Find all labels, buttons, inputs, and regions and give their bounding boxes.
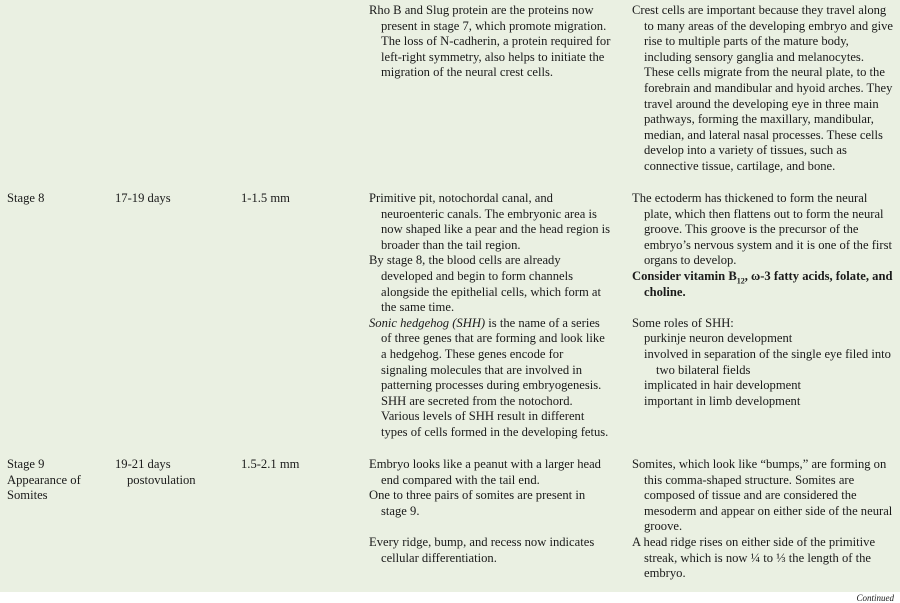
- stage8-size-value: 1-1.5 mm: [241, 191, 290, 205]
- shh-roles-list: [632, 331, 894, 409]
- stage9-size-value: 1.5-2.1 mm: [241, 457, 300, 471]
- stage9-stage: [7, 457, 107, 504]
- stage9-description: [369, 457, 611, 566]
- stage9-stage-label: Stage 9: [7, 457, 45, 471]
- stage9-age: [115, 457, 235, 488]
- stage8-description-p2: By stage 8, the blood cells are already developed and begin to form channels alongside the epithelial cells, which form at the same time.: [369, 253, 601, 315]
- stage9-description-p1: Embryo looks like a peanut with a larger head end compared with the tail end.: [369, 457, 601, 487]
- stage7-description-text: Rho B and Slug protein are the proteins now present in stage 7, which promote migration. The loss of N-cadherin, a protein required for left-right symmetry, also helps to initiate the migration of the neural crest cells.: [369, 3, 611, 80]
- stage8-size: [241, 191, 361, 207]
- stage8-notes-p1: The ectoderm has thickened to form the neural plate, which then flattens out to form the neural groove. This groove is the precursor of the embryo’s nervous system and it is one of the first organs to develop.: [632, 191, 892, 268]
- stage7-notes: [632, 3, 894, 175]
- stage9-stage-subtitle: Appearance of: [7, 472, 81, 487]
- stage8-description-p1: Primitive pit, notochordal canal, and neuroenteric canals. The embryonic area is now shaped like a pear and the head region is broader than the tail region.: [369, 191, 611, 252]
- stage7-notes-text: Crest cells are important because they travel along to many areas of the developing embryo and give rise to multiple parts of the mature body, including sensory ganglia and melanocytes. These cells migrate from the neural plate, to the forebrain and mandibular and hyoid arches. They travel around the developing eye in three main pathways, forming the maxillary, mandibular, median, and lateral nasal processes. These cells develop into a variety of tissues, such as connective tissue, cartilage, and bone.: [632, 3, 893, 173]
- stage8-stage-label: Stage 8: [7, 191, 45, 205]
- stage8-age-value: 17-19 days: [115, 191, 171, 205]
- stage9-description-p2: One to three pairs of somites are present in stage 9.: [369, 488, 586, 518]
- shh-definition: is the name of a series of three genes that are forming and look like a hedgehog. These genes encode for signaling molecules that are involved in patterning processes during embryogenesis. SHH are secreted from the notochord. Various levels of SHH result in different types of cells formed in the developing fetus.: [381, 315, 609, 439]
- stage9-notes-p2: A head ridge rises on either side of the primitive streak, which is now ¼ to ⅓ the length of the embryo.: [632, 534, 876, 581]
- shh-role-item: important in limb development: [644, 393, 801, 408]
- continued-label: Continued: [856, 593, 894, 603]
- nutrient-note-subscript: 12: [736, 276, 745, 286]
- stage8-notes: [632, 191, 894, 409]
- stage7-description: [369, 3, 611, 81]
- shh-roles-title: Some roles of SHH:: [632, 315, 734, 330]
- nutrient-note-part2: , ω-3 fatty acids, folate, and choline.: [644, 268, 893, 299]
- stage8-nutrient-note: [632, 269, 894, 300]
- stage8-age: [115, 191, 235, 207]
- stage9-age-value: 19-21 days postovulation: [115, 457, 196, 487]
- nutrient-note-part1: Consider vitamin B: [632, 268, 737, 283]
- stage8-stage: [7, 191, 107, 207]
- stage9-notes: [632, 457, 894, 582]
- shh-term: Sonic hedgehog (SHH): [369, 315, 486, 330]
- stage9-description-p3: Every ridge, bump, and recess now indicates cellular differentiation.: [369, 534, 595, 565]
- shh-role-item: implicated in hair development: [644, 378, 802, 393]
- shh-role-item: purkinje neuron development: [644, 331, 793, 346]
- stage9-stage-subtitle-cont: Somites: [7, 488, 48, 503]
- stage8-description: [369, 191, 611, 441]
- shh-role-item: involved in separation of the single eye filed into two bilateral fields: [644, 346, 891, 377]
- stage9-notes-p1: Somites, which look like “bumps,” are forming on this comma-shaped structure. Somites are composed of tissue and are considered the mesoderm and appear on either side of the neural groove.: [632, 457, 893, 534]
- stage8-description-p3: [369, 316, 611, 441]
- stage9-size: [241, 457, 361, 473]
